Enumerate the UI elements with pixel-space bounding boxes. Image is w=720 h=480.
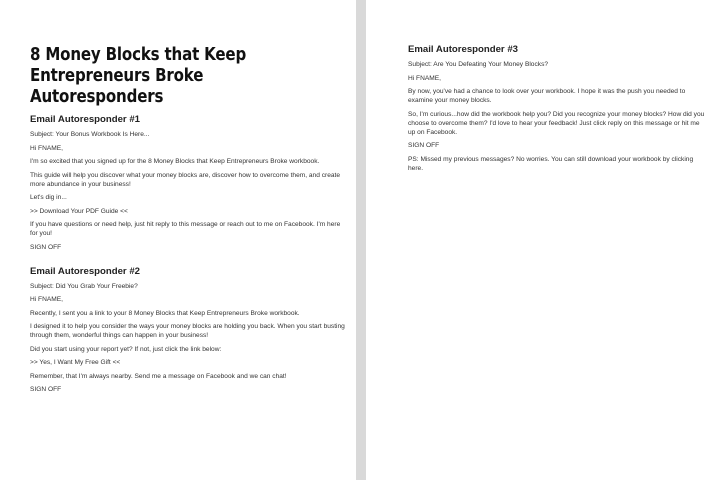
- section-heading: Email Autoresponder #3: [408, 44, 518, 55]
- section-heading: Email Autoresponder #2: [30, 265, 140, 277]
- autoresponder-2-section: [30, 266, 346, 395]
- email-postscript: PS: Missed my previous messages? No worries. You can still download your workbook by clicking here.: [408, 155, 694, 172]
- document-page-left: [0, 0, 356, 480]
- download-link: >> Download Your PDF Guide <<: [30, 207, 128, 215]
- email-paragraph: Remember, that I'm always nearby. Send me a message on Facebook and we can chat!: [30, 372, 287, 380]
- email-greeting: Hi FNAME,: [30, 296, 63, 303]
- autoresponder-3-section: [408, 44, 706, 173]
- email-paragraph: Recently, I sent you a link to your 8 Money Blocks that Keep Entrepreneurs Broke workbook.: [30, 309, 300, 317]
- free-gift-link: >> Yes, I Want My Free Gift <<: [30, 359, 121, 366]
- email-paragraph: By now, you've had a chance to look over your workbook. I hope it was the push you needed to examine your money blocks.: [408, 88, 686, 104]
- email-sign-off: SIGN OFF: [30, 386, 62, 393]
- section-heading: Email Autoresponder #1: [30, 114, 140, 125]
- autoresponder-1-section: [30, 114, 346, 252]
- email-paragraph: Did you start using your report yet? If not, just click the link below:: [30, 345, 222, 353]
- email-sign-off: SIGN OFF: [408, 142, 440, 149]
- document-page-right: [366, 0, 720, 480]
- email-paragraph: This guide will help you discover what your money blocks are, discover how to overcome them, and create more abundance in your business!: [30, 171, 341, 188]
- email-paragraph: If you have questions or need help, just hit reply to this message or reach out to me on Facebook. I'm here for you!: [30, 221, 341, 237]
- document-title: 8 Money Blocks that Keep Entrepreneurs Broke Autoresponders: [30, 45, 247, 107]
- email-paragraph: I'm so excited that you signed up for the 8 Money Blocks that Keep Entrepreneurs Broke workbook.: [30, 158, 320, 165]
- email-subject: Subject: Your Bonus Workbook Is Here...: [30, 131, 150, 138]
- email-sign-off: SIGN OFF: [30, 243, 62, 251]
- email-greeting: Hi FNAME,: [408, 74, 441, 82]
- email-paragraph: Let's dig in...: [30, 194, 67, 201]
- email-paragraph: So, I'm curious...how did the workbook help you? Did you recognize your money blocks? How did you choose to overcome them? I'd love to hear your feedback! Just click reply on this message or hit me up on Facebook.: [408, 110, 705, 136]
- email-greeting: Hi FNAME,: [30, 144, 63, 152]
- email-subject: Subject: Did You Grab Your Freebie?: [30, 282, 138, 290]
- email-subject: Subject: Are You Defeating Your Money Blocks?: [408, 61, 549, 68]
- email-paragraph: I designed it to help you consider the ways your money blocks are holding you back. When you start busting through them, wonderful things can happen in your business!: [30, 323, 345, 339]
